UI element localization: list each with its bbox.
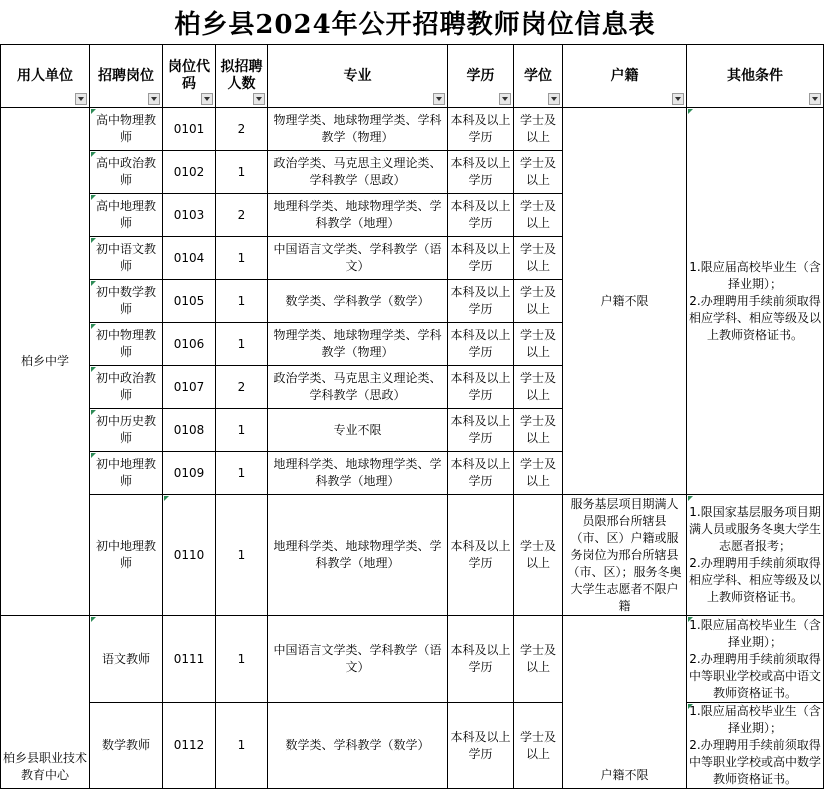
header-post: 招聘岗位	[90, 45, 163, 108]
degree-cell: 学士及以上	[514, 495, 563, 616]
hukou-cell: 服务基层项目期满人员限邢台所辖县（市、区）户籍或服务岗位为邢台所辖县（市、区）；服务冬奥大学生志愿者不限户籍	[563, 495, 687, 616]
header-code: 岗位代码	[163, 45, 216, 108]
filter-dropdown-icon[interactable]	[809, 93, 821, 105]
code-cell: 0112	[163, 703, 216, 789]
filter-dropdown-icon[interactable]	[548, 93, 560, 105]
count-cell: 1	[216, 323, 268, 366]
count-cell: 2	[216, 108, 268, 151]
count-cell: 1	[216, 151, 268, 194]
code-cell: 0103	[163, 194, 216, 237]
header-degree: 学位	[514, 45, 563, 108]
major-cell: 物理学类、地球物理学类、学科教学（物理）	[268, 323, 448, 366]
comment-marker-icon	[91, 281, 96, 286]
count-cell: 1	[216, 280, 268, 323]
major-cell: 政治学类、马克思主义理论类、学科教学（思政）	[268, 151, 448, 194]
degree-cell: 学士及以上	[514, 194, 563, 237]
comment-marker-icon	[91, 617, 96, 622]
hukou-cell: 户籍不限	[563, 108, 687, 495]
post-cell: 初中地理教师	[90, 495, 163, 616]
degree-cell: 学士及以上	[514, 616, 563, 703]
edu-cell: 本科及以上学历	[448, 409, 514, 452]
unit-cell: 柏乡县职业技术教育中心	[1, 616, 90, 789]
code-cell: 0111	[163, 616, 216, 703]
degree-cell: 学士及以上	[514, 151, 563, 194]
major-cell: 数学类、学科教学（数学）	[268, 703, 448, 789]
edu-cell: 本科及以上学历	[448, 616, 514, 703]
comment-marker-icon	[91, 195, 96, 200]
header-other: 其他条件	[687, 45, 824, 108]
code-cell: 0105	[163, 280, 216, 323]
major-cell: 物理学类、地球物理学类、学科教学（物理）	[268, 108, 448, 151]
edu-cell: 本科及以上学历	[448, 280, 514, 323]
header-major: 专业	[268, 45, 448, 108]
post-cell: 初中政治教师	[90, 366, 163, 409]
degree-cell: 学士及以上	[514, 452, 563, 495]
major-cell: 中国语言文学类、学科教学（语文）	[268, 237, 448, 280]
comment-marker-icon	[688, 109, 693, 114]
header-unit: 用人单位	[1, 45, 90, 108]
count-cell: 1	[216, 409, 268, 452]
degree-cell: 学士及以上	[514, 108, 563, 151]
comment-marker-icon	[91, 109, 96, 114]
edu-cell: 本科及以上学历	[448, 366, 514, 409]
post-cell: 高中物理教师	[90, 108, 163, 151]
major-cell: 地理科学类、地球物理学类、学科教学（地理）	[268, 452, 448, 495]
post-cell: 初中物理教师	[90, 323, 163, 366]
header-row	[1, 45, 824, 108]
count-cell: 1	[216, 452, 268, 495]
comment-marker-icon	[91, 367, 96, 372]
code-cell: 0106	[163, 323, 216, 366]
degree-cell: 学士及以上	[514, 280, 563, 323]
other-cell: 1.限国家基层服务项目期满人员或服务冬奥大学生志愿者报考； 2.办理聘用手续前须取得相应学科、相应等级及以上教师资格证书。	[687, 495, 824, 616]
comment-marker-icon	[91, 453, 96, 458]
hukou-cell: 户籍不限	[563, 616, 687, 789]
code-cell: 0107	[163, 366, 216, 409]
major-cell: 地理科学类、地球物理学类、学科教学（地理）	[268, 194, 448, 237]
degree-cell: 学士及以上	[514, 703, 563, 789]
filter-dropdown-icon[interactable]	[253, 93, 265, 105]
edu-cell: 本科及以上学历	[448, 108, 514, 151]
major-cell: 政治学类、马克思主义理论类、学科教学（思政）	[268, 366, 448, 409]
degree-cell: 学士及以上	[514, 366, 563, 409]
edu-cell: 本科及以上学历	[448, 323, 514, 366]
code-cell: 0110	[163, 495, 216, 616]
major-cell: 中国语言文学类、学科教学（语文）	[268, 616, 448, 703]
post-cell: 数学教师	[90, 703, 163, 789]
major-cell: 地理科学类、地球物理学类、学科教学（地理）	[268, 495, 448, 616]
comment-marker-icon	[164, 496, 169, 501]
job-table	[0, 44, 824, 789]
count-cell: 1	[216, 237, 268, 280]
header-edu: 学历	[448, 45, 514, 108]
filter-dropdown-icon[interactable]	[148, 93, 160, 105]
code-cell: 0101	[163, 108, 216, 151]
degree-cell: 学士及以上	[514, 237, 563, 280]
edu-cell: 本科及以上学历	[448, 151, 514, 194]
degree-cell: 学士及以上	[514, 409, 563, 452]
code-cell: 0109	[163, 452, 216, 495]
filter-dropdown-icon[interactable]	[433, 93, 445, 105]
other-cell: 1.限应届高校毕业生（含择业期）； 2.办理聘用手续前须取得中等职业学校或高中数学教师资格证书。	[687, 703, 824, 789]
header-count: 拟招聘人数	[216, 45, 268, 108]
header-hukou: 户籍	[563, 45, 687, 108]
table-row	[1, 616, 824, 703]
filter-dropdown-icon[interactable]	[499, 93, 511, 105]
code-cell: 0102	[163, 151, 216, 194]
other-cell: 1.限应届高校毕业生（含择业期）； 2.办理聘用手续前须取得相应学科、相应等级及以上教师资格证书。	[687, 108, 824, 495]
comment-marker-icon	[91, 324, 96, 329]
comment-marker-icon	[91, 152, 96, 157]
filter-dropdown-icon[interactable]	[75, 93, 87, 105]
edu-cell: 本科及以上学历	[448, 495, 514, 616]
post-cell: 初中历史教师	[90, 409, 163, 452]
count-cell: 1	[216, 495, 268, 616]
count-cell: 2	[216, 366, 268, 409]
comment-marker-icon	[91, 238, 96, 243]
table-row	[1, 108, 824, 151]
count-cell: 2	[216, 194, 268, 237]
comment-marker-icon	[91, 410, 96, 415]
other-cell: 1.限应届高校毕业生（含择业期）； 2.办理聘用手续前须取得中等职业学校或高中语文教师资格证书。	[687, 616, 824, 703]
edu-cell: 本科及以上学历	[448, 194, 514, 237]
post-cell: 初中数学教师	[90, 280, 163, 323]
post-cell: 初中语文教师	[90, 237, 163, 280]
degree-cell: 学士及以上	[514, 323, 563, 366]
count-cell: 1	[216, 703, 268, 789]
edu-cell: 本科及以上学历	[448, 237, 514, 280]
major-cell: 专业不限	[268, 409, 448, 452]
post-cell: 高中政治教师	[90, 151, 163, 194]
post-cell: 高中地理教师	[90, 194, 163, 237]
table-row	[1, 495, 824, 616]
filter-dropdown-icon[interactable]	[672, 93, 684, 105]
code-cell: 0108	[163, 409, 216, 452]
table-row	[1, 703, 824, 789]
edu-cell: 本科及以上学历	[448, 703, 514, 789]
edu-cell: 本科及以上学历	[448, 452, 514, 495]
comment-marker-icon	[688, 617, 693, 622]
code-cell: 0104	[163, 237, 216, 280]
post-cell: 语文教师	[90, 616, 163, 703]
major-cell: 数学类、学科教学（数学）	[268, 280, 448, 323]
post-cell: 初中地理教师	[90, 452, 163, 495]
page-title: 柏乡县2024年公开招聘教师岗位信息表	[174, 9, 656, 40]
filter-dropdown-icon[interactable]	[201, 93, 213, 105]
comment-marker-icon	[688, 704, 693, 709]
count-cell: 1	[216, 616, 268, 703]
unit-cell: 柏乡中学	[1, 108, 90, 616]
comment-marker-icon	[688, 496, 693, 501]
